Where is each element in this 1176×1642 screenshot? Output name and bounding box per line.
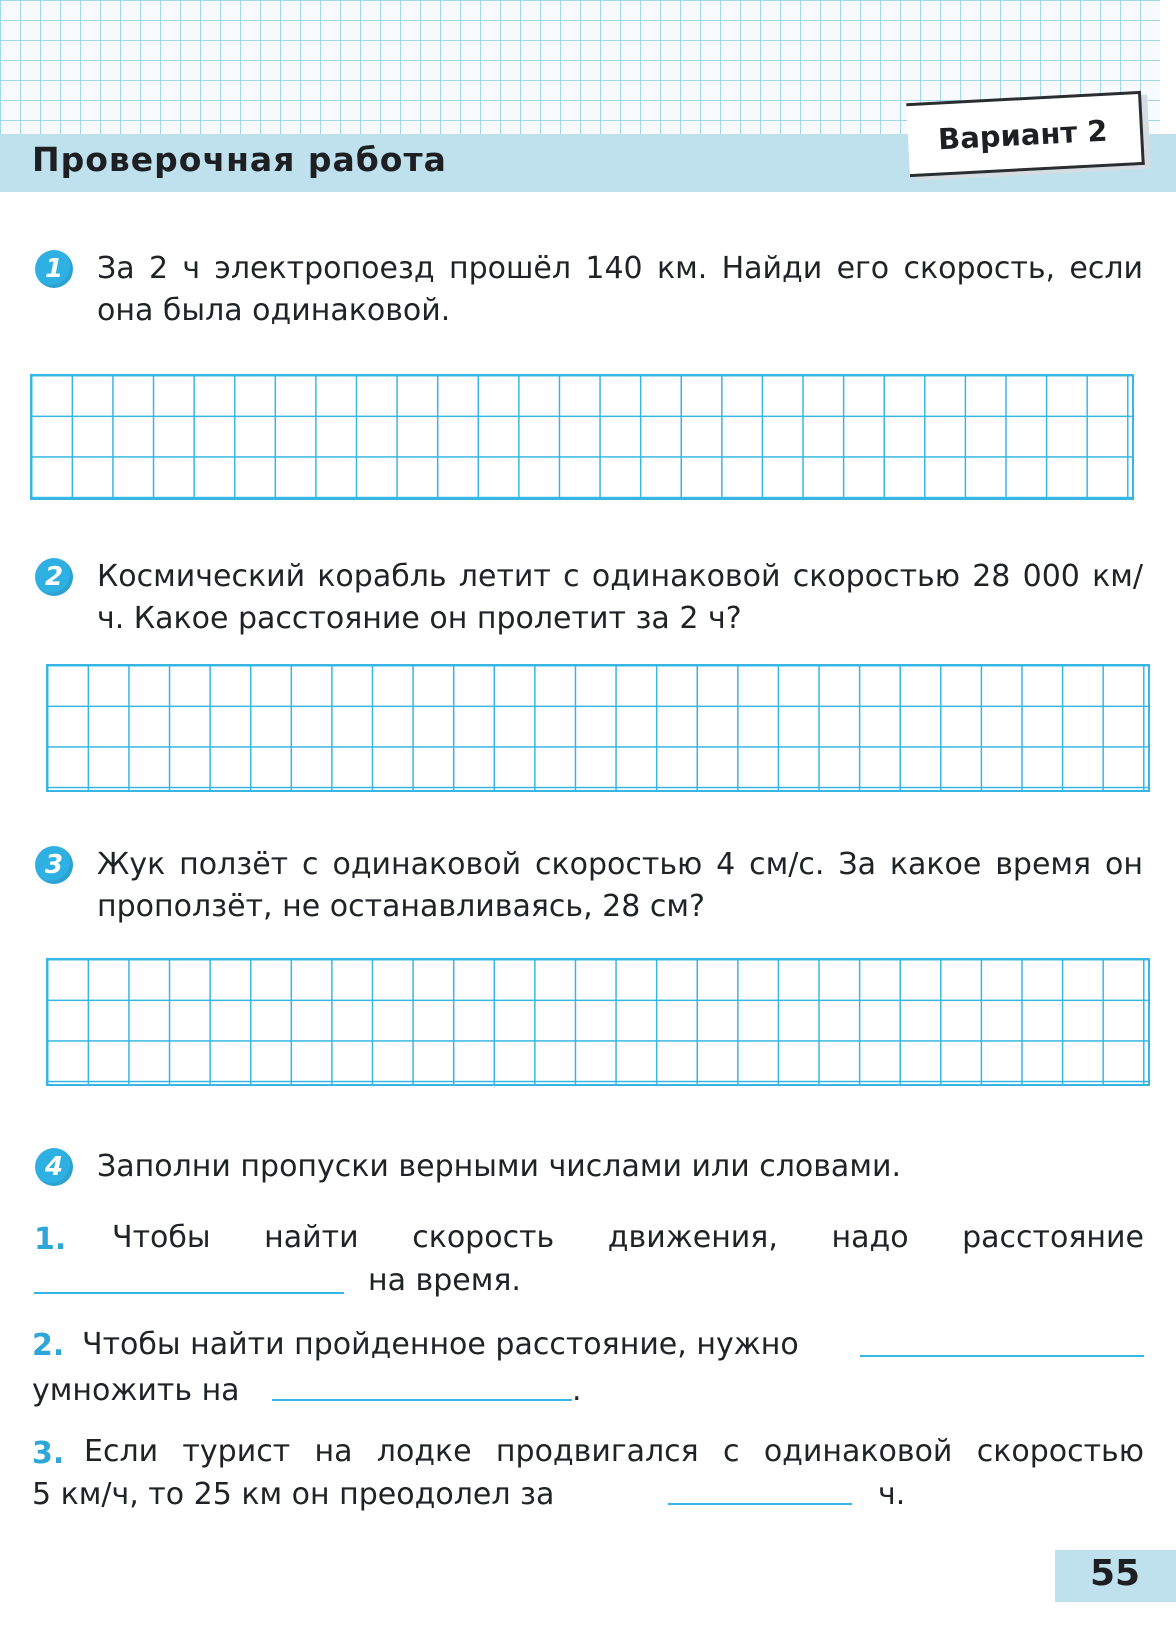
fill-2-blank-2[interactable] [272,1399,572,1401]
fill-3-unit: ч. [878,1477,906,1512]
fill-3-blank[interactable] [668,1503,852,1505]
fill-2-number: 2. [32,1328,65,1363]
fill-1-text: Чтобы найти скорость движения, надо расстояние [112,1220,1144,1255]
fill-3-text-cont: 5 км/ч, то 25 км он преодолел за [32,1477,555,1512]
task-2-badge: 2 [35,558,73,596]
task-3-text: Жук ползёт с одинаковой скоростью 4 см/с. За какое время он проползёт, не останавливаясь, 28 см? [97,847,1143,924]
page-title: Проверочная работа [32,140,447,179]
page-number: 55 [1090,1553,1141,1594]
fill-2-text: Чтобы найти пройденное расстояние, нужно [82,1327,799,1362]
fill-2-blank-1[interactable] [860,1355,1144,1357]
task-3-badge: 3 [35,846,73,884]
fill-3-number: 3. [32,1436,65,1471]
task-2-answer-grid[interactable] [46,664,1150,792]
variant-label: Вариант 2 [937,113,1109,157]
fill-3-text: Если турист на лодке продвигался с одинаковой скоростью [84,1434,1144,1469]
fill-2-period: . [572,1373,582,1408]
fill-1-text-end: на время. [368,1263,521,1298]
task-1-text: За 2 ч электропоезд прошёл 140 км. Найди его скорость, если она была одинаковой. [97,251,1143,328]
task-1-answer-grid[interactable] [30,374,1134,500]
fill-1-blank[interactable] [34,1292,344,1294]
fill-1-number: 1. [34,1222,67,1257]
task-1-badge: 1 [35,250,73,288]
task-2-text: Космический корабль летит с одинаковой скоростью 28 000 км/ч. Какое расстояние он пролетит за 2 ч? [97,559,1143,636]
task-4-badge: 4 [35,1148,73,1186]
fill-2-text-cont: умножить на [32,1373,240,1408]
task-3-answer-grid[interactable] [46,958,1150,1086]
task-4-text: Заполни пропуски верными числами или словами. [97,1149,901,1184]
